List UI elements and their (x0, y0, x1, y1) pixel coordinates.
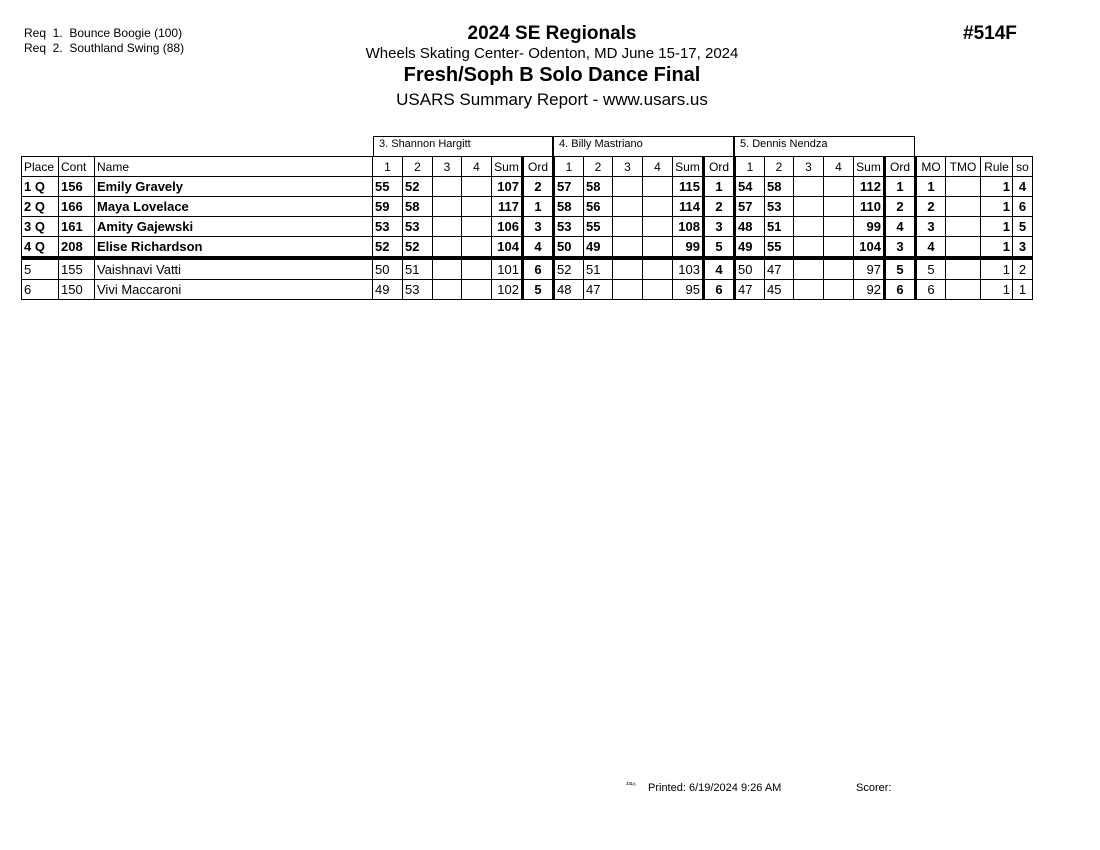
col-j2-score1: 1 (554, 157, 584, 177)
cell-j2-ord: 5 (704, 237, 735, 259)
table-row (22, 197, 1033, 217)
cell-j3-score1: 49 (735, 237, 765, 259)
cell-cont: 208 (59, 237, 95, 259)
col-j1-ord: Ord (523, 157, 554, 177)
cell-rule: 1 (981, 217, 1013, 237)
cell-j2-sum: 103 (673, 258, 704, 280)
col-place: Place (22, 157, 59, 177)
cell-j1-score3 (433, 217, 462, 237)
col-rule: Rule (981, 157, 1013, 177)
cell-j2-score3 (613, 258, 643, 280)
cell-j3-score2: 45 (765, 280, 794, 300)
cell-j2-score2: 51 (584, 258, 613, 280)
cell-j3-score1: 50 (735, 258, 765, 280)
cell-j2-score1: 52 (554, 258, 584, 280)
cell-j2-score3 (613, 217, 643, 237)
cell-j3-score4 (824, 197, 854, 217)
cell-mo: 1 (916, 177, 946, 197)
cell-name: Maya Lovelace (95, 197, 373, 217)
cell-place: 3 Q (22, 217, 59, 237)
cell-j3-ord: 6 (885, 280, 916, 300)
cell-tmo (946, 217, 981, 237)
cell-j2-score4 (643, 280, 673, 300)
cell-rule: 1 (981, 237, 1013, 259)
cell-j1-score2: 52 (403, 177, 433, 197)
cell-tmo (946, 280, 981, 300)
col-j1-sum: Sum (492, 157, 523, 177)
col-j2-ord: Ord (704, 157, 735, 177)
cell-j2-score2: 55 (584, 217, 613, 237)
cell-j2-score3 (613, 197, 643, 217)
cell-j3-score3 (794, 177, 824, 197)
judge-header-3: 5. Dennis Nendza (734, 136, 915, 156)
cell-j1-score1: 52 (373, 237, 403, 259)
cell-j2-score3 (613, 237, 643, 259)
form-code: ³³¹⁶ (626, 782, 636, 789)
cell-j3-score3 (794, 258, 824, 280)
cell-j1-score4 (462, 280, 492, 300)
col-j2-score4: 4 (643, 157, 673, 177)
cell-tmo (946, 237, 981, 259)
cell-j1-score3 (433, 177, 462, 197)
cell-j3-score1: 48 (735, 217, 765, 237)
cell-j3-score2: 58 (765, 177, 794, 197)
cell-j3-score1: 57 (735, 197, 765, 217)
col-name: Name (95, 157, 373, 177)
cell-j3-score1: 47 (735, 280, 765, 300)
col-j2-score2: 2 (584, 157, 613, 177)
cell-j2-ord: 3 (704, 217, 735, 237)
cell-name: Elise Richardson (95, 237, 373, 259)
cell-j1-score4 (462, 197, 492, 217)
report-title: USARS Summary Report - www.usars.us (396, 90, 708, 109)
required-element-1: Req 1. Bounce Boogie (100) (24, 26, 183, 40)
cell-j2-score1: 50 (554, 237, 584, 259)
col-j3-ord: Ord (885, 157, 916, 177)
table-row (22, 280, 1033, 300)
cell-j3-ord: 4 (885, 217, 916, 237)
cell-place: 6 (22, 280, 59, 300)
cell-so: 6 (1013, 197, 1033, 217)
cell-j1-ord: 5 (523, 280, 554, 300)
cell-name: Vivi Maccaroni (95, 280, 373, 300)
cell-j3-score3 (794, 217, 824, 237)
col-j3-sum: Sum (854, 157, 885, 177)
cell-j2-score1: 58 (554, 197, 584, 217)
cell-j2-sum: 99 (673, 237, 704, 259)
cell-place: 2 Q (22, 197, 59, 217)
cell-j2-sum: 114 (673, 197, 704, 217)
cell-cont: 150 (59, 280, 95, 300)
cell-j1-ord: 6 (523, 258, 554, 280)
scorer-label: Scorer: (856, 782, 892, 794)
cell-j3-ord: 5 (885, 258, 916, 280)
cell-j1-sum: 117 (492, 197, 523, 217)
printed-timestamp: Printed: 6/19/2024 9:26 AM (648, 782, 782, 794)
cell-j3-score4 (824, 217, 854, 237)
cell-rule: 1 (981, 197, 1013, 217)
table-row (22, 237, 1033, 259)
col-j2-sum: Sum (673, 157, 704, 177)
cell-j1-score1: 55 (373, 177, 403, 197)
cell-j2-score4 (643, 237, 673, 259)
cell-j2-score2: 47 (584, 280, 613, 300)
cell-mo: 6 (916, 280, 946, 300)
cell-j3-ord: 2 (885, 197, 916, 217)
col-mo: MO (916, 157, 946, 177)
cell-mo: 4 (916, 237, 946, 259)
col-j1-score2: 2 (403, 157, 433, 177)
cell-j1-sum: 102 (492, 280, 523, 300)
cell-rule: 1 (981, 280, 1013, 300)
cell-place: 1 Q (22, 177, 59, 197)
cell-j3-ord: 1 (885, 177, 916, 197)
cell-j1-score2: 53 (403, 217, 433, 237)
cell-j3-score3 (794, 197, 824, 217)
col-j3-score3: 3 (794, 157, 824, 177)
cell-j3-score3 (794, 280, 824, 300)
col-cont: Cont (59, 157, 95, 177)
cell-j1-score3 (433, 237, 462, 259)
col-j1-score3: 3 (433, 157, 462, 177)
cell-j1-score4 (462, 258, 492, 280)
col-j1-score1: 1 (373, 157, 403, 177)
cell-so: 3 (1013, 237, 1033, 259)
cell-j1-score1: 53 (373, 217, 403, 237)
cell-j2-ord: 2 (704, 197, 735, 217)
competition-title: 2024 SE Regionals (467, 23, 637, 44)
cell-j3-score4 (824, 237, 854, 259)
cell-rule: 1 (981, 177, 1013, 197)
cell-place: 5 (22, 258, 59, 280)
cell-j2-sum: 108 (673, 217, 704, 237)
col-tmo: TMO (946, 157, 981, 177)
cell-j2-score2: 58 (584, 177, 613, 197)
cell-mo: 3 (916, 217, 946, 237)
cell-j1-ord: 3 (523, 217, 554, 237)
cell-mo: 2 (916, 197, 946, 217)
cell-j1-score2: 51 (403, 258, 433, 280)
cell-j1-ord: 1 (523, 197, 554, 217)
event-number: #514F (963, 23, 1017, 44)
header-row (22, 157, 1033, 177)
cell-j3-sum: 112 (854, 177, 885, 197)
cell-place: 4 Q (22, 237, 59, 259)
cell-j1-sum: 101 (492, 258, 523, 280)
cell-j3-score2: 53 (765, 197, 794, 217)
cell-j2-score4 (643, 258, 673, 280)
cell-j2-score3 (613, 280, 643, 300)
cell-j2-score4 (643, 177, 673, 197)
col-j3-score2: 2 (765, 157, 794, 177)
cell-tmo (946, 177, 981, 197)
cell-j1-score1: 49 (373, 280, 403, 300)
cell-j3-score3 (794, 237, 824, 259)
cell-cont: 155 (59, 258, 95, 280)
cell-j2-score1: 48 (554, 280, 584, 300)
col-j2-score3: 3 (613, 157, 643, 177)
col-j3-score1: 1 (735, 157, 765, 177)
cell-tmo (946, 258, 981, 280)
cell-j1-score3 (433, 197, 462, 217)
cell-j1-score2: 58 (403, 197, 433, 217)
cell-j3-score4 (824, 280, 854, 300)
cell-j2-score2: 49 (584, 237, 613, 259)
col-j3-score4: 4 (824, 157, 854, 177)
cell-j1-ord: 4 (523, 237, 554, 259)
cell-j1-score1: 59 (373, 197, 403, 217)
judge-header-2: 4. Billy Mastriano (553, 136, 734, 156)
cell-j3-score4 (824, 177, 854, 197)
cell-j1-score3 (433, 280, 462, 300)
cell-cont: 166 (59, 197, 95, 217)
judge-header-1: 3. Shannon Hargitt (373, 136, 553, 156)
cell-so: 4 (1013, 177, 1033, 197)
col-j1-score4: 4 (462, 157, 492, 177)
cell-j1-score2: 52 (403, 237, 433, 259)
cell-j2-score1: 53 (554, 217, 584, 237)
cell-tmo (946, 197, 981, 217)
cell-j3-score4 (824, 258, 854, 280)
cell-so: 2 (1013, 258, 1033, 280)
cell-j2-score1: 57 (554, 177, 584, 197)
cell-j2-score3 (613, 177, 643, 197)
table-row (22, 258, 1033, 280)
cell-j2-score4 (643, 217, 673, 237)
cell-j1-score1: 50 (373, 258, 403, 280)
cell-j1-score2: 53 (403, 280, 433, 300)
cell-j2-ord: 6 (704, 280, 735, 300)
cell-rule: 1 (981, 258, 1013, 280)
venue-dates: Wheels Skating Center- Odenton, MD June 15-17, 2024 (365, 45, 739, 62)
cell-j1-score4 (462, 177, 492, 197)
event-title: Fresh/Soph B Solo Dance Final (403, 64, 701, 86)
cell-so: 5 (1013, 217, 1033, 237)
cell-j1-sum: 104 (492, 237, 523, 259)
cell-cont: 161 (59, 217, 95, 237)
cell-j2-score4 (643, 197, 673, 217)
cell-j2-sum: 95 (673, 280, 704, 300)
cell-j3-score2: 47 (765, 258, 794, 280)
cell-j3-sum: 110 (854, 197, 885, 217)
required-element-2: Req 2. Southland Swing (88) (24, 41, 185, 55)
cell-j3-sum: 92 (854, 280, 885, 300)
cell-j1-score4 (462, 217, 492, 237)
cell-cont: 156 (59, 177, 95, 197)
cell-j2-sum: 115 (673, 177, 704, 197)
cell-j3-score2: 51 (765, 217, 794, 237)
results-table (21, 156, 1033, 300)
cell-j3-score2: 55 (765, 237, 794, 259)
cell-j1-score4 (462, 237, 492, 259)
cell-j1-ord: 2 (523, 177, 554, 197)
cell-j3-sum: 99 (854, 217, 885, 237)
table-row (22, 177, 1033, 197)
cell-j1-score3 (433, 258, 462, 280)
cell-name: Emily Gravely (95, 177, 373, 197)
cell-j2-ord: 1 (704, 177, 735, 197)
cell-j3-score1: 54 (735, 177, 765, 197)
cell-j2-score2: 56 (584, 197, 613, 217)
cell-j2-ord: 4 (704, 258, 735, 280)
cell-j3-sum: 104 (854, 237, 885, 259)
cell-j1-sum: 106 (492, 217, 523, 237)
cell-j3-sum: 97 (854, 258, 885, 280)
cell-j3-ord: 3 (885, 237, 916, 259)
cell-j1-sum: 107 (492, 177, 523, 197)
cell-name: Amity Gajewski (95, 217, 373, 237)
col-so: so (1013, 157, 1033, 177)
cell-mo: 5 (916, 258, 946, 280)
cell-so: 1 (1013, 280, 1033, 300)
cell-name: Vaishnavi Vatti (95, 258, 373, 280)
table-row (22, 217, 1033, 237)
